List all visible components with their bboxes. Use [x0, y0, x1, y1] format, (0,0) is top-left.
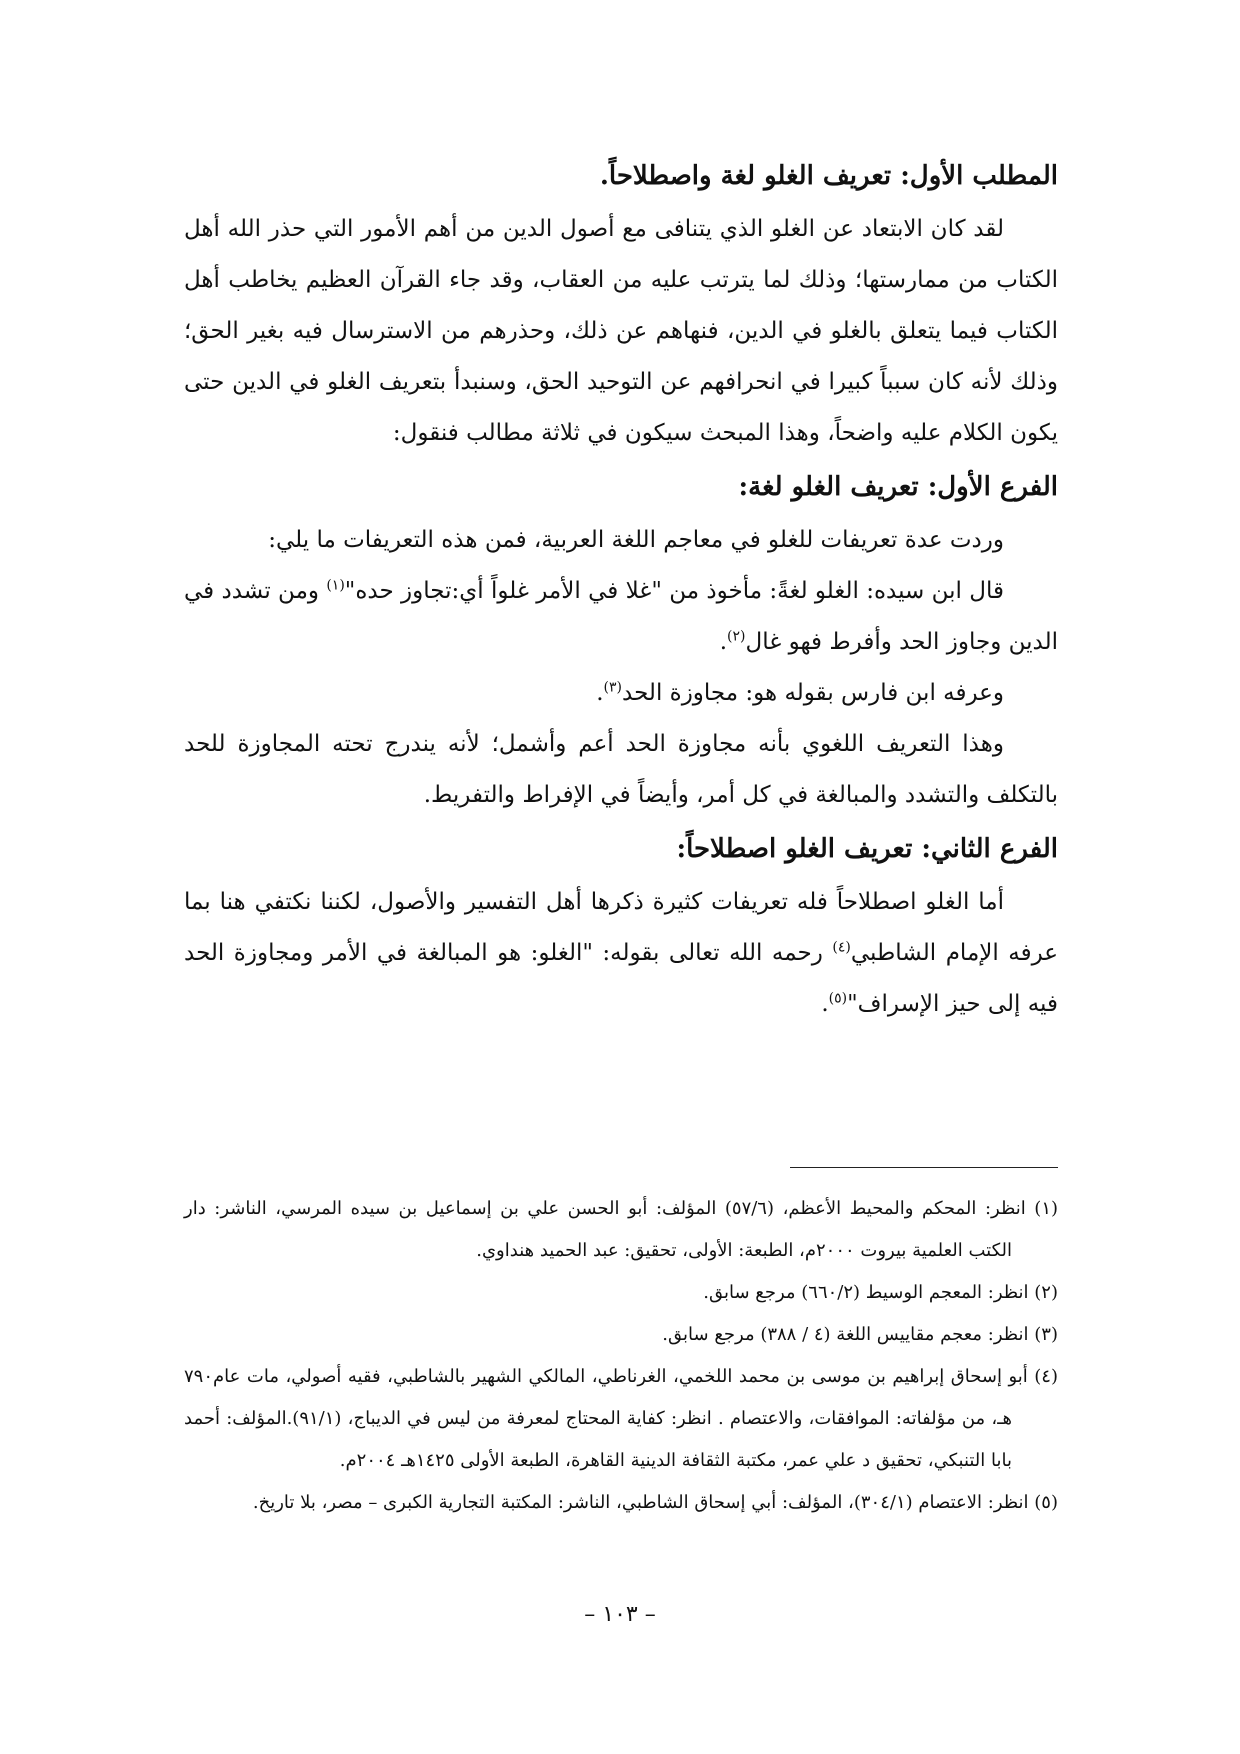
technical-text-end: . [821, 991, 829, 1017]
technical-text-part1: أما الغلو اصطلاحاً فله تعريفات كثيرة ذكرها أهل التفسير والأصول، لكننا نكتفي هنا بما عرفه الإمام الشاطبي [184, 889, 1059, 966]
footnotes [184, 1188, 1058, 1524]
footnote-ref-3[interactable]: (٣) [603, 679, 623, 696]
section-heading: المطلب الأول: تعريف الغلو لغة واصطلاحاً. [599, 161, 1058, 191]
footnote-ref-5[interactable]: (٥) [828, 990, 848, 1007]
footnote-2: (٢) انظر: المعجم الوسيط (٦٦٠/٢) مرجع سابق. [703, 1282, 1058, 1303]
subsection-heading-technical: الفرع الثاني: تعريف الغلو اصطلاحاً: [676, 834, 1058, 864]
main-text [184, 148, 1058, 1030]
ibn-sidah-paragraph [184, 566, 1058, 668]
footnote-ref-2[interactable]: (٢) [727, 628, 746, 645]
linguistic-definition-paragraph: وهذا التعريف اللغوي بأنه مجاوزة الحد أعم وأشمل؛ لأنه يندرج تحته المجاوزة للحد بالتكلف والتشدد والمبالغة في كل أمر، وأيضاً في الإفراط والتفريط. [184, 731, 1058, 808]
footnote-5: (٥) انظر: الاعتصام (٣٠٤/١)، المؤلف: أبي إسحاق الشاطبي، الناشر: المكتبة التجارية الكبرى – مصر، بلا تاريخ. [252, 1492, 1058, 1513]
footnote-1: (١) انظر: المحكم والمحيط الأعظم، (٥٧/٦) المؤلف: أبو الحسن علي بن إسماعيل بن سيده المرسي، الناشر: دار الكتب العلمية بيروت ٢٠٠٠م، الطبعة: الأولى، تحقيق: عبد الحميد هنداوي. [184, 1198, 1059, 1261]
subsection-heading-linguistic: الفرع الأول: تعريف الغلو لغة: [738, 472, 1058, 502]
definitions-intro-paragraph: وردت عدة تعريفات للغلو في معاجم اللغة العربية، فمن هذه التعريفات ما يلي: [268, 527, 1004, 553]
technical-definition-paragraph [184, 877, 1058, 1030]
technical-text-part2: رحمه الله تعالى بقوله: "الغلو: هو المبالغة في الأمر ومجاوزة الحد فيه إلى حيز الإسراف" [184, 940, 1058, 1017]
footnote-ref-4[interactable]: (٤) [832, 939, 851, 956]
footnote-3: (٣) انظر: معجم مقاييس اللغة (٤ / ٣٨٨) مرجع سابق. [662, 1324, 1058, 1345]
page-number: – ١٠٣ – [584, 1602, 656, 1627]
ibn-sidah-text-part2: ومن تشدد في الدين وجاوز الحد وأفرط فهو غال [184, 578, 1058, 655]
ibn-sidah-text-end: . [719, 629, 728, 655]
footnote-ref-1[interactable]: (١) [326, 577, 345, 594]
ibn-faris-text-end: . [596, 680, 604, 706]
intro-paragraph: لقد كان الابتعاد عن الغلو الذي يتنافى مع أصول الدين من أهم الأمور التي حذر الله أهل الكتاب من ممارستها؛ وذلك لما يترتب عليه من العقاب، وقد جاء القرآن العظيم يخاطب أهل الكتاب فيما يتعلق بالغلو في الدين، فنهاهم عن ذلك، وحذرهم من الاسترسال فيه بغير الحق؛ وذلك لأنه كان سبباً كبيرا في انحرافهم عن التوحيد الحق، وسنبدأ بتعريف الغلو في الدين حتى يكون الكلام عليه واضحاً، وهذا المبحث سيكون في ثلاثة مطالب فنقول: [184, 216, 1058, 446]
ibn-faris-paragraph [184, 668, 1058, 719]
footnote-separator [790, 1167, 1058, 1168]
ibn-sidah-text-part1: قال ابن سيده: الغلو لغةً: مأخوذ من "غلا في الأمر غلواً أي:تجاوز حده" [344, 578, 1004, 604]
footnote-4: (٤) أبو إسحاق إبراهيم بن موسى بن محمد اللخمي، الغرناطي، المالكي الشهير بالشاطبي، فقيه أصولي، مات عام٧٩٠ هـ، من مؤلفاته: الموافقات، والاعتصام . انظر: كفاية المحتاج لمعرفة من ليس في الديباج، (٩١/١).المؤلف: أحمد بابا التنبكي، تحقيق د علي عمر، مكتبة الثقافة الدينية القاهرة، الطبعة الأولى ١٤٢٥هـ ٢٠٠٤م. [184, 1366, 1058, 1471]
ibn-faris-text: وعرفه ابن فارس بقوله هو: مجاوزة الحد [622, 680, 1004, 706]
